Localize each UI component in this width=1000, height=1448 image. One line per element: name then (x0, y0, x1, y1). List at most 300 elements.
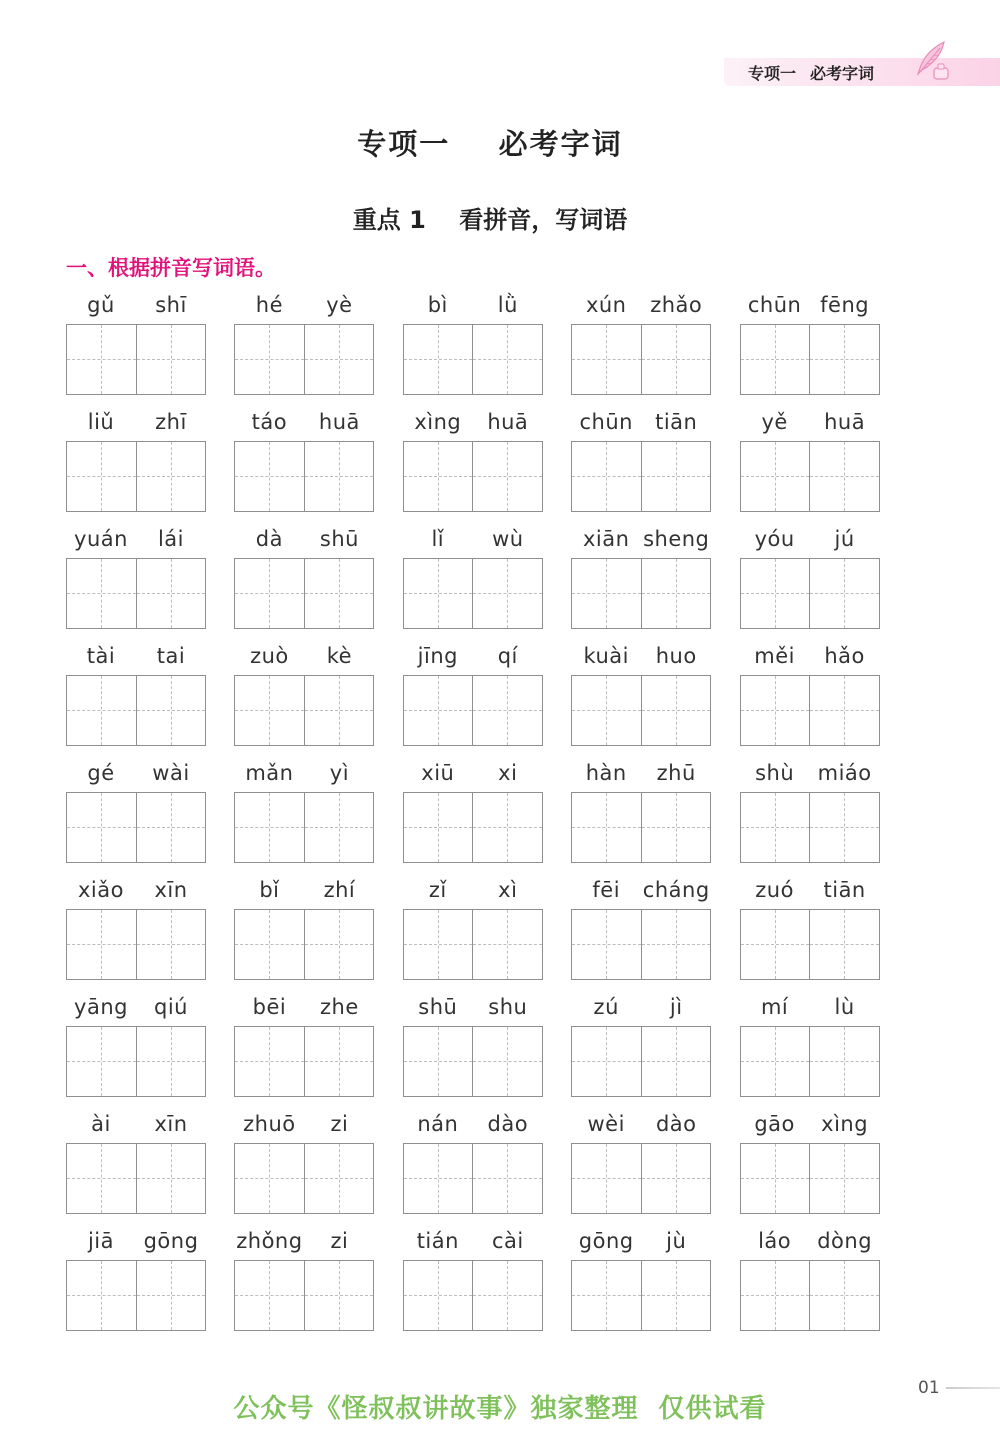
pinyin-syllable: qí (497, 644, 518, 668)
pinyin-syllable: miáo (817, 761, 872, 785)
word-item (403, 871, 571, 988)
tianzige-writing-box[interactable] (304, 1260, 375, 1331)
word-item (571, 754, 739, 871)
writing-boxes (66, 675, 206, 745)
tianzige-writing-box[interactable] (66, 792, 137, 863)
tianzige-writing-box[interactable] (304, 792, 375, 863)
pinyin-row (740, 520, 880, 558)
word-item (234, 520, 402, 637)
pinyin-syllable: tiān (823, 878, 866, 902)
writing-boxes (234, 792, 374, 862)
tianzige-writing-box[interactable] (66, 1143, 137, 1214)
pinyin-row (403, 871, 543, 909)
writing-boxes (403, 324, 543, 394)
writing-boxes (571, 1026, 711, 1096)
header-label (748, 61, 888, 84)
word-item (234, 637, 402, 754)
exercise-row (66, 988, 908, 1105)
writing-boxes (403, 441, 543, 511)
pinyin-row (234, 520, 374, 558)
pinyin-syllable: yāng (74, 995, 128, 1019)
header-tab-topic: 必考字词 (810, 64, 875, 83)
tianzige-writing-box[interactable] (136, 324, 207, 395)
writing-boxes (740, 1260, 880, 1330)
header-tab-label: 专项一 (748, 64, 797, 83)
tianzige-writing-box[interactable] (740, 441, 811, 512)
pinyin-syllable: shū (319, 527, 359, 551)
pinyin-syllable: huā (318, 410, 360, 434)
writing-boxes (740, 1026, 880, 1096)
writing-boxes (740, 324, 880, 394)
tianzige-writing-box[interactable] (740, 1026, 811, 1097)
tianzige-writing-box[interactable] (403, 324, 474, 395)
tianzige-writing-box[interactable] (809, 1260, 880, 1331)
pinyin-syllable: hàn (585, 761, 627, 785)
tianzige-writing-box[interactable] (403, 792, 474, 863)
tianzige-writing-box[interactable] (136, 1026, 207, 1097)
tianzige-writing-box[interactable] (403, 675, 474, 746)
tianzige-writing-box[interactable] (136, 558, 207, 629)
tianzige-writing-box[interactable] (740, 909, 811, 980)
pinyin-syllable: zi (330, 1229, 349, 1253)
word-item (234, 988, 402, 1105)
pinyin-row (403, 403, 543, 441)
word-item (571, 988, 739, 1105)
tianzige-writing-box[interactable] (472, 324, 543, 395)
tianzige-writing-box[interactable] (136, 1260, 207, 1331)
pinyin-row (403, 754, 543, 792)
word-item (740, 403, 908, 520)
tianzige-writing-box[interactable] (740, 675, 811, 746)
tianzige-writing-box[interactable] (740, 324, 811, 395)
word-item (234, 1105, 402, 1222)
tianzige-writing-box[interactable] (472, 1143, 543, 1214)
tianzige-writing-box[interactable] (403, 1143, 474, 1214)
tianzige-writing-box[interactable] (472, 909, 543, 980)
writing-boxes (234, 441, 374, 511)
tianzige-writing-box[interactable] (304, 558, 375, 629)
writing-boxes (234, 1026, 374, 1096)
tianzige-writing-box[interactable] (403, 1026, 474, 1097)
pinyin-syllable: xīn (154, 878, 188, 902)
writing-boxes (403, 909, 543, 979)
writing-boxes (571, 558, 711, 628)
writing-boxes (571, 324, 711, 394)
pinyin-syllable: yóu (754, 527, 795, 551)
pinyin-syllable: xìng (414, 410, 462, 434)
writing-boxes (234, 324, 374, 394)
tianzige-writing-box[interactable] (66, 441, 137, 512)
writing-boxes (66, 558, 206, 628)
pinyin-row (66, 637, 206, 675)
word-item (403, 988, 571, 1105)
word-item (66, 1105, 234, 1222)
pinyin-syllable: jì (669, 995, 683, 1019)
tianzige-writing-box[interactable] (809, 1143, 880, 1214)
pinyin-syllable: xi (498, 761, 518, 785)
exercise-row (66, 871, 908, 988)
pinyin-syllable: yì (329, 761, 350, 785)
tianzige-writing-box[interactable] (472, 675, 543, 746)
pinyin-syllable: zuó (755, 878, 794, 902)
pinyin-syllable: dào (655, 1112, 697, 1136)
pinyin-syllable: wài (152, 761, 190, 785)
pinyin-row (571, 520, 711, 558)
word-item (403, 286, 571, 403)
pinyin-row (740, 1222, 880, 1260)
pinyin-syllable: zǐ (428, 878, 447, 902)
tianzige-writing-box[interactable] (571, 558, 642, 629)
pinyin-syllable: gāo (754, 1112, 795, 1136)
word-item (66, 754, 234, 871)
pinyin-syllable: qiú (154, 995, 188, 1019)
tianzige-writing-box[interactable] (304, 441, 375, 512)
writing-boxes (740, 558, 880, 628)
word-item (740, 1105, 908, 1222)
pinyin-syllable: zhū (656, 761, 696, 785)
tianzige-writing-box[interactable] (641, 909, 712, 980)
pinyin-syllable: mǎn (245, 761, 294, 785)
tianzige-writing-box[interactable] (234, 1026, 305, 1097)
tianzige-writing-box[interactable] (571, 675, 642, 746)
pinyin-row (66, 403, 206, 441)
pinyin-syllable: lǜ (497, 293, 518, 317)
writing-boxes (234, 1260, 374, 1330)
pinyin-syllable: cháng (642, 878, 710, 902)
pinyin-syllable: huā (824, 410, 866, 434)
tianzige-writing-box[interactable] (809, 1026, 880, 1097)
pinyin-syllable: gōng (143, 1229, 199, 1253)
word-item (66, 871, 234, 988)
word-item (740, 988, 908, 1105)
tianzige-writing-box[interactable] (304, 1143, 375, 1214)
tianzige-writing-box[interactable] (641, 1143, 712, 1214)
pinyin-syllable: yè (326, 293, 353, 317)
tianzige-writing-box[interactable] (740, 558, 811, 629)
writing-boxes (66, 1260, 206, 1330)
word-item (403, 754, 571, 871)
word-item (66, 988, 234, 1105)
tianzige-writing-box[interactable] (809, 909, 880, 980)
tianzige-writing-box[interactable] (66, 324, 137, 395)
pinyin-syllable: ài (91, 1112, 111, 1136)
tianzige-writing-box[interactable] (740, 1260, 811, 1331)
word-item (403, 637, 571, 754)
pinyin-row (571, 286, 711, 324)
pinyin-syllable: shī (155, 293, 187, 317)
pinyin-row (571, 988, 711, 1026)
pinyin-syllable: nán (417, 1112, 459, 1136)
tianzige-writing-box[interactable] (403, 1260, 474, 1331)
word-item (403, 403, 571, 520)
pinyin-syllable: zhǎo (650, 293, 703, 317)
pinyin-syllable: wù (492, 527, 524, 551)
pinyin-syllable: táo (251, 410, 288, 434)
tianzige-writing-box[interactable] (403, 441, 474, 512)
pinyin-row (571, 1105, 711, 1143)
tianzige-writing-box[interactable] (136, 792, 207, 863)
tianzige-writing-box[interactable] (234, 1260, 305, 1331)
tianzige-writing-box[interactable] (234, 441, 305, 512)
writing-boxes (403, 1026, 543, 1096)
tianzige-writing-box[interactable] (641, 324, 712, 395)
pinyin-syllable: zuò (250, 644, 289, 668)
pinyin-row (403, 286, 543, 324)
tianzige-writing-box[interactable] (571, 441, 642, 512)
tianzige-writing-box[interactable] (472, 1260, 543, 1331)
pinyin-row (403, 988, 543, 1026)
tianzige-writing-box[interactable] (304, 1026, 375, 1097)
pinyin-syllable: xīn (154, 1112, 188, 1136)
pinyin-syllable: yuán (74, 527, 128, 551)
tianzige-writing-box[interactable] (136, 1143, 207, 1214)
pinyin-syllable: huo (655, 644, 697, 668)
tianzige-writing-box[interactable] (304, 909, 375, 980)
pinyin-syllable: xiū (421, 761, 455, 785)
tianzige-writing-box[interactable] (641, 1026, 712, 1097)
word-item (571, 871, 739, 988)
pinyin-row (234, 871, 374, 909)
pinyin-row (66, 871, 206, 909)
writing-boxes (403, 792, 543, 862)
tianzige-writing-box[interactable] (472, 1026, 543, 1097)
word-item (571, 403, 739, 520)
word-item (66, 520, 234, 637)
writing-boxes (740, 675, 880, 745)
pinyin-row (571, 871, 711, 909)
pinyin-row (66, 520, 206, 558)
tianzige-writing-box[interactable] (809, 558, 880, 629)
writing-boxes (403, 558, 543, 628)
word-item (66, 286, 234, 403)
tianzige-writing-box[interactable] (809, 792, 880, 863)
pinyin-syllable: kè (326, 644, 353, 668)
pinyin-row (403, 520, 543, 558)
tianzige-writing-box[interactable] (136, 909, 207, 980)
tianzige-writing-box[interactable] (740, 792, 811, 863)
writing-boxes (740, 792, 880, 862)
writing-boxes (66, 792, 206, 862)
tianzige-writing-box[interactable] (809, 441, 880, 512)
tianzige-writing-box[interactable] (234, 324, 305, 395)
writing-boxes (571, 1143, 711, 1213)
pinyin-syllable: bēi (252, 995, 287, 1019)
writing-boxes (571, 441, 711, 511)
pinyin-syllable: chūn (579, 410, 633, 434)
exercise-row (66, 520, 908, 637)
word-item (234, 1222, 402, 1339)
pinyin-syllable: láo (758, 1229, 792, 1253)
tianzige-writing-box[interactable] (66, 675, 137, 746)
tianzige-writing-box[interactable] (136, 675, 207, 746)
word-item (571, 286, 739, 403)
tianzige-writing-box[interactable] (641, 558, 712, 629)
pinyin-syllable: wèi (587, 1112, 625, 1136)
pinyin-syllable: yě (761, 410, 788, 434)
tianzige-writing-box[interactable] (234, 792, 305, 863)
word-item (234, 403, 402, 520)
tianzige-writing-box[interactable] (571, 324, 642, 395)
pinyin-syllable: jīng (417, 644, 458, 668)
pinyin-syllable: xiǎo (78, 878, 124, 902)
pinyin-syllable: xiān (582, 527, 630, 551)
tianzige-writing-box[interactable] (571, 909, 642, 980)
pinyin-row (740, 1105, 880, 1143)
pinyin-syllable: dà (255, 527, 283, 551)
word-item (234, 286, 402, 403)
pinyin-syllable: huā (487, 410, 529, 434)
pinyin-syllable: fēng (820, 293, 870, 317)
writing-boxes (571, 1260, 711, 1330)
exercise-row (66, 1222, 908, 1339)
pinyin-syllable: jiā (87, 1229, 115, 1253)
tianzige-writing-box[interactable] (472, 558, 543, 629)
pinyin-row (234, 286, 374, 324)
word-item (66, 403, 234, 520)
pinyin-syllable: jú (834, 527, 855, 551)
tianzige-writing-box[interactable] (234, 558, 305, 629)
exercise-row (66, 286, 908, 403)
pinyin-syllable: zhí (323, 878, 356, 902)
writing-boxes (740, 1143, 880, 1213)
word-item (740, 754, 908, 871)
pinyin-row (740, 286, 880, 324)
pinyin-syllable: tai (156, 644, 186, 668)
pinyin-syllable: dòng (817, 1229, 873, 1253)
word-item (66, 1222, 234, 1339)
writing-boxes (740, 441, 880, 511)
pinyin-syllable: shu (488, 995, 528, 1019)
pinyin-syllable: zhuō (243, 1112, 296, 1136)
pinyin-row (66, 754, 206, 792)
pinyin-row (234, 754, 374, 792)
pinyin-row (403, 637, 543, 675)
writing-boxes (234, 675, 374, 745)
tianzige-writing-box[interactable] (234, 1143, 305, 1214)
tianzige-writing-box[interactable] (66, 1026, 137, 1097)
pinyin-syllable: zú (593, 995, 619, 1019)
word-item (571, 1105, 739, 1222)
tianzige-writing-box[interactable] (234, 909, 305, 980)
pinyin-syllable: gōng (578, 1229, 634, 1253)
pinyin-syllable: shū (418, 995, 458, 1019)
word-item (740, 286, 908, 403)
writing-boxes (66, 441, 206, 511)
word-item (571, 520, 739, 637)
pinyin-syllable: sheng (643, 527, 710, 551)
tianzige-writing-box[interactable] (809, 675, 880, 746)
tianzige-writing-box[interactable] (403, 558, 474, 629)
writing-boxes (571, 675, 711, 745)
tianzige-writing-box[interactable] (740, 1143, 811, 1214)
pinyin-syllable: zhī (155, 410, 187, 434)
pinyin-row (234, 403, 374, 441)
pinyin-row (66, 1222, 206, 1260)
tianzige-writing-box[interactable] (472, 441, 543, 512)
tianzige-writing-box[interactable] (304, 324, 375, 395)
tianzige-writing-box[interactable] (809, 324, 880, 395)
tianzige-writing-box[interactable] (403, 909, 474, 980)
tianzige-writing-box[interactable] (66, 558, 137, 629)
word-item (66, 637, 234, 754)
tianzige-writing-box[interactable] (571, 1026, 642, 1097)
exercise-row (66, 1105, 908, 1222)
writing-boxes (403, 1260, 543, 1330)
tianzige-writing-box[interactable] (641, 441, 712, 512)
pinyin-syllable: lù (834, 995, 855, 1019)
exercise-row (66, 754, 908, 871)
tianzige-writing-box[interactable] (234, 675, 305, 746)
watermark: 公众号《怪叔叔讲故事》独家整理 仅供试看 (233, 1394, 767, 1424)
pinyin-syllable: gé (87, 761, 115, 785)
pinyin-syllable: lái (157, 527, 185, 551)
pinyin-row (740, 871, 880, 909)
tianzige-writing-box[interactable] (641, 792, 712, 863)
tianzige-writing-box[interactable] (641, 1260, 712, 1331)
tianzige-writing-box[interactable] (641, 675, 712, 746)
pinyin-syllable: hǎo (824, 644, 865, 668)
writing-boxes (571, 909, 711, 979)
word-item (740, 1222, 908, 1339)
pinyin-syllable: xìng (821, 1112, 869, 1136)
writing-boxes (234, 909, 374, 979)
pinyin-syllable: měi (754, 644, 795, 668)
writing-boxes (740, 909, 880, 979)
tianzige-writing-box[interactable] (66, 1260, 137, 1331)
pinyin-syllable: mí (760, 995, 789, 1019)
pinyin-syllable: tián (416, 1229, 459, 1253)
pinyin-syllable: dào (487, 1112, 529, 1136)
page-number: 01 (918, 1378, 940, 1398)
pinyin-syllable: cài (491, 1229, 524, 1253)
tianzige-writing-box[interactable] (571, 1260, 642, 1331)
pinyin-syllable: kuài (583, 644, 629, 668)
pinyin-exercise-grid (66, 286, 908, 1339)
pinyin-syllable: xì (498, 878, 518, 902)
pinyin-row (740, 637, 880, 675)
pinyin-syllable: liǔ (87, 410, 115, 434)
tianzige-writing-box[interactable] (571, 792, 642, 863)
tianzige-writing-box[interactable] (571, 1143, 642, 1214)
writing-boxes (66, 324, 206, 394)
pinyin-row (234, 637, 374, 675)
writing-boxes (571, 792, 711, 862)
pinyin-syllable: fēi (592, 878, 621, 902)
writing-boxes (234, 1143, 374, 1213)
pinyin-row (740, 754, 880, 792)
pinyin-syllable: shù (755, 761, 795, 785)
pinyin-syllable: hé (255, 293, 284, 317)
writing-boxes (403, 1143, 543, 1213)
writing-boxes (403, 675, 543, 745)
pinyin-syllable: bǐ (259, 878, 280, 902)
pinyin-row (740, 988, 880, 1026)
pinyin-row (66, 988, 206, 1026)
tianzige-writing-box[interactable] (66, 909, 137, 980)
writing-boxes (66, 1143, 206, 1213)
exercise-row (66, 637, 908, 754)
pinyin-syllable: bì (427, 293, 448, 317)
tianzige-writing-box[interactable] (304, 675, 375, 746)
pinyin-syllable: tài (86, 644, 116, 668)
word-item (403, 1222, 571, 1339)
tianzige-writing-box[interactable] (136, 441, 207, 512)
writing-boxes (66, 1026, 206, 1096)
page-subtitle: 重点 1 看拼音，写词语 (352, 206, 628, 234)
tianzige-writing-box[interactable] (472, 792, 543, 863)
pinyin-syllable: zi (330, 1112, 349, 1136)
exercise-row (66, 403, 908, 520)
